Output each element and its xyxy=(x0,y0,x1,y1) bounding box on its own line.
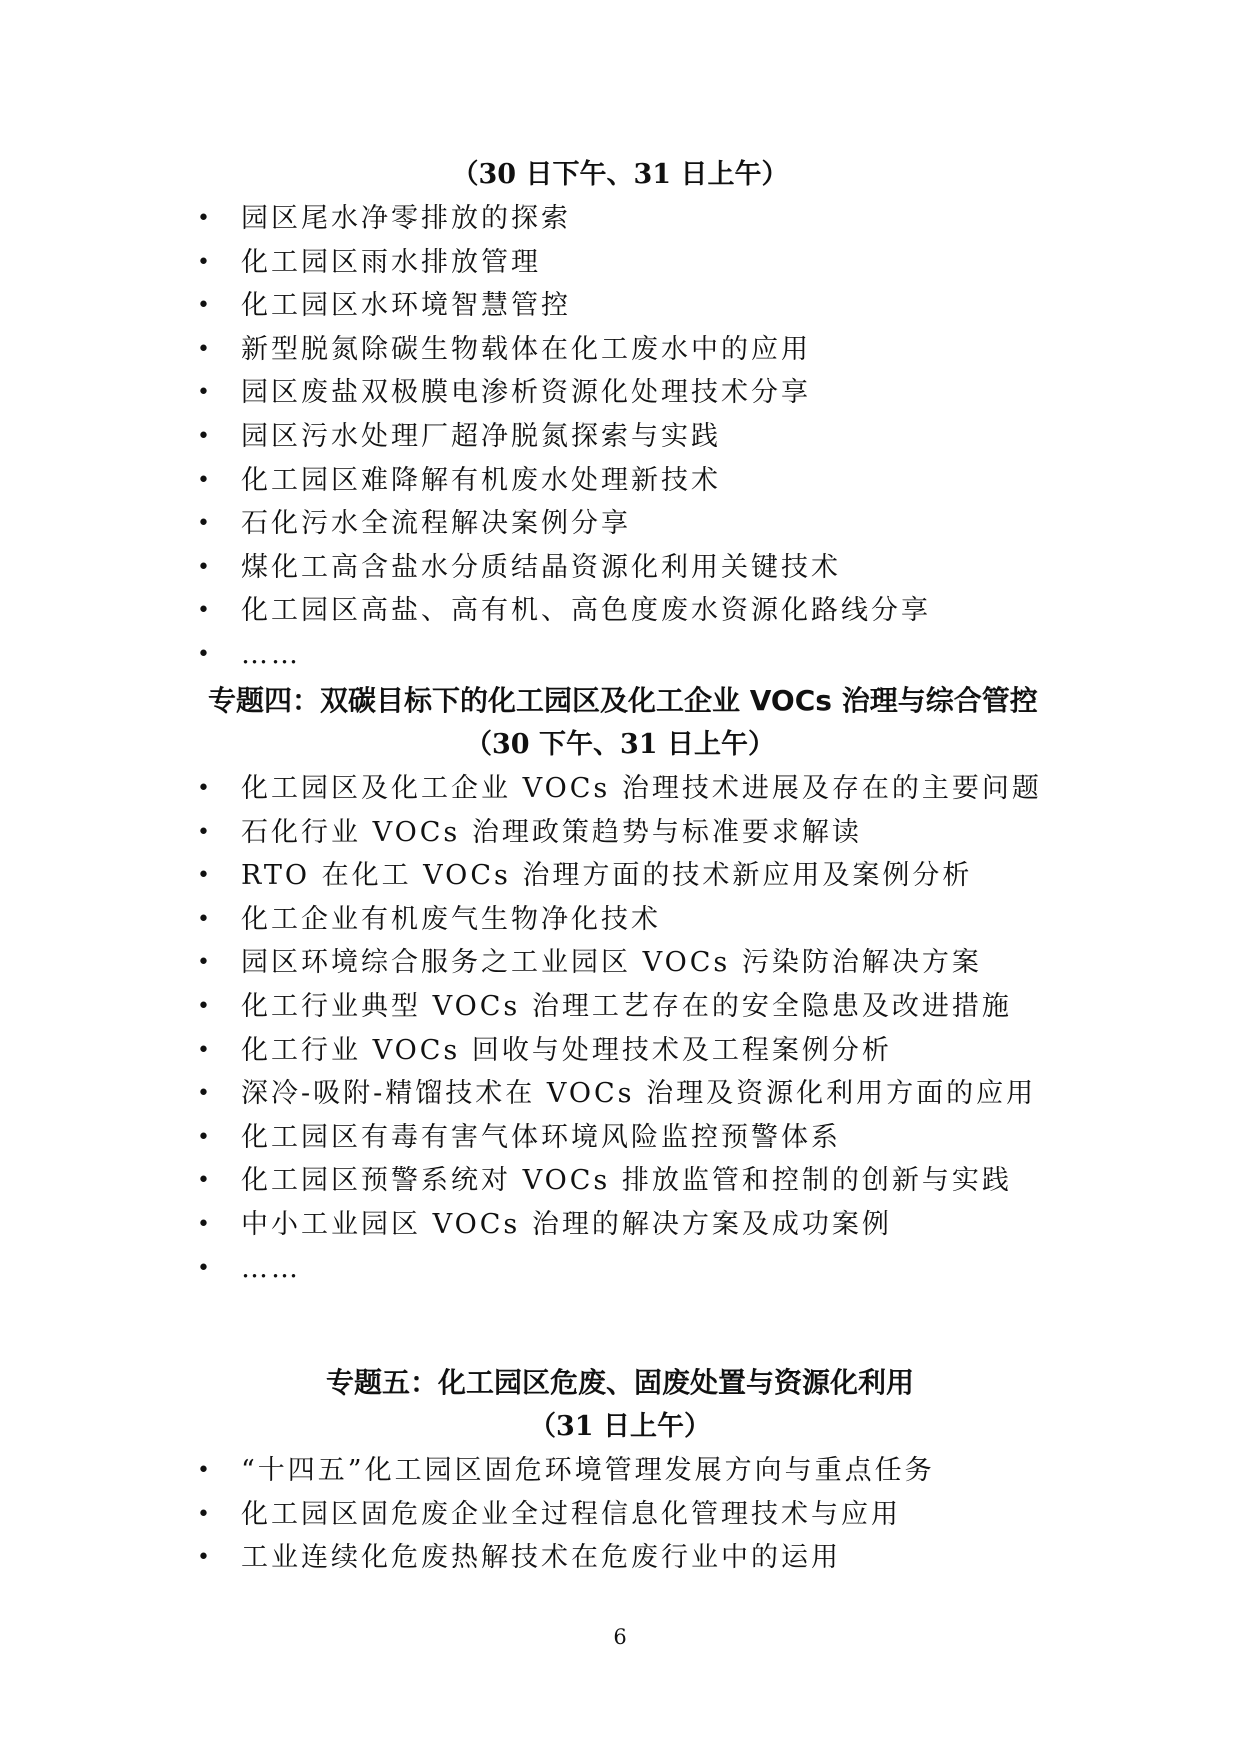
section-5-time: （31 日上午） xyxy=(529,1411,711,1442)
list-item-text: 化工园区难降解有机废水处理新技术 xyxy=(241,464,721,496)
list-item xyxy=(0,1029,1240,1073)
list-item-text: 园区污水处理厂超净脱氮探索与实践 xyxy=(241,420,721,452)
section-3 xyxy=(0,153,1240,677)
list-item xyxy=(0,459,1240,503)
bullet-icon: • xyxy=(197,380,210,406)
list-item xyxy=(0,941,1240,985)
bullet-icon: • xyxy=(197,1124,210,1150)
list-item-text: …… xyxy=(241,1252,301,1284)
section-3-topic-list xyxy=(0,197,1240,677)
list-item xyxy=(0,985,1240,1029)
list-item xyxy=(0,371,1240,415)
list-item xyxy=(0,284,1240,328)
list-item xyxy=(0,502,1240,546)
list-item-text: RTO 在化工 VOCs 治理方面的技术新应用及案例分析 xyxy=(241,860,973,892)
list-item-text: 化工企业有机废气生物净化技术 xyxy=(241,903,661,935)
list-item-text: 化工园区有毒有害气体环境风险监控预警体系 xyxy=(241,1121,841,1153)
list-item xyxy=(0,633,1240,677)
list-item xyxy=(0,197,1240,241)
list-item xyxy=(0,811,1240,855)
bullet-icon: • xyxy=(197,423,210,449)
list-item xyxy=(0,1536,1240,1580)
bullet-icon: • xyxy=(197,819,210,845)
bullet-icon: • xyxy=(197,1501,210,1527)
list-item xyxy=(0,1203,1240,1247)
section-5 xyxy=(0,1361,1240,1580)
section-5-topic-list xyxy=(0,1449,1240,1580)
list-item-text: 园区废盐双极膜电渗析资源化处理技术分享 xyxy=(241,377,811,409)
list-item xyxy=(0,767,1240,811)
bullet-icon: • xyxy=(197,467,210,493)
list-item-text: “十四五”化工园区固危环境管理发展方向与重点任务 xyxy=(241,1455,935,1486)
bullet-icon: • xyxy=(197,1081,210,1107)
bullet-icon: • xyxy=(197,906,210,932)
list-item-text: 化工园区高盐、高有机、高色度废水资源化路线分享 xyxy=(241,595,931,627)
bullet-icon: • xyxy=(197,1458,210,1483)
bullet-icon: • xyxy=(197,950,210,976)
list-item xyxy=(0,1493,1240,1537)
list-item-text: 化工行业典型 VOCs 治理工艺存在的安全隐患及改进措施 xyxy=(241,990,1012,1022)
list-item xyxy=(0,1072,1240,1116)
bullet-icon: • xyxy=(197,641,210,667)
list-item xyxy=(0,1247,1240,1291)
bullet-icon: • xyxy=(197,293,210,319)
list-item xyxy=(0,898,1240,942)
list-item-text: 化工园区预警系统对 VOCs 排放监管和控制的创新与实践 xyxy=(241,1165,1012,1197)
list-item-text: 园区环境综合服务之工业园区 VOCs 污染防治解决方案 xyxy=(241,947,982,979)
list-item-text: 新型脱氮除碳生物载体在化工废水中的应用 xyxy=(241,333,811,365)
bullet-icon: • xyxy=(197,1545,210,1571)
list-item xyxy=(0,241,1240,285)
list-item-text: 深冷-吸附-精馏技术在 VOCs 治理及资源化利用方面的应用 xyxy=(241,1078,1037,1110)
bullet-icon: • xyxy=(197,249,210,275)
list-item xyxy=(0,415,1240,459)
list-item xyxy=(0,854,1240,898)
bullet-icon: • xyxy=(197,1211,210,1237)
section-4-title: 专题四：双碳目标下的化工园区及化工企业 VOCs 治理与综合管控 xyxy=(208,684,1038,717)
list-item-text: 化工园区固危废企业全过程信息化管理技术与应用 xyxy=(241,1498,901,1530)
bullet-icon: • xyxy=(197,206,210,231)
bullet-icon: • xyxy=(197,1037,210,1063)
list-item-text: 化工园区水环境智慧管控 xyxy=(241,290,571,322)
list-item xyxy=(0,1116,1240,1160)
bullet-icon: • xyxy=(197,1255,210,1281)
list-item-text: 石化污水全流程解决案例分享 xyxy=(241,508,631,540)
list-item-text: 园区尾水净零排放的探索 xyxy=(241,203,571,234)
list-item-text: 化工园区雨水排放管理 xyxy=(241,246,541,278)
list-item xyxy=(0,328,1240,372)
list-item-text: 工业连续化危废热解技术在危废行业中的运用 xyxy=(241,1542,841,1574)
page-number: 6 xyxy=(613,1625,627,1649)
list-item xyxy=(0,589,1240,633)
bullet-icon: • xyxy=(197,598,210,624)
list-item-text: 化工园区及化工企业 VOCs 治理技术进展及存在的主要问题 xyxy=(241,773,1042,804)
bullet-icon: • xyxy=(197,863,210,889)
list-item-text: 中小工业园区 VOCs 治理的解决方案及成功案例 xyxy=(241,1208,892,1240)
bullet-icon: • xyxy=(197,993,210,1019)
list-item-text: 煤化工高含盐水分质结晶资源化利用关键技术 xyxy=(241,551,841,583)
bullet-icon: • xyxy=(197,776,210,801)
bullet-icon: • xyxy=(197,554,210,580)
section-5-title: 专题五：化工园区危废、固废处置与资源化利用 xyxy=(325,1366,914,1399)
list-item xyxy=(0,1159,1240,1203)
list-item-text: …… xyxy=(241,638,301,670)
bullet-icon: • xyxy=(197,511,210,537)
list-item-text: 石化行业 VOCs 治理政策趋势与标准要求解读 xyxy=(241,816,862,848)
section-3-time: （30 日下午、31 日上午） xyxy=(451,159,789,190)
section-4-time: （30 下午、31 日上午） xyxy=(465,729,775,760)
list-item-text: 化工行业 VOCs 回收与处理技术及工程案例分析 xyxy=(241,1034,892,1066)
list-item xyxy=(0,1449,1240,1493)
section-4-topic-list xyxy=(0,767,1240,1290)
list-item xyxy=(0,546,1240,590)
bullet-icon: • xyxy=(197,336,210,362)
bullet-icon: • xyxy=(197,1168,210,1194)
section-4 xyxy=(0,679,1240,1290)
